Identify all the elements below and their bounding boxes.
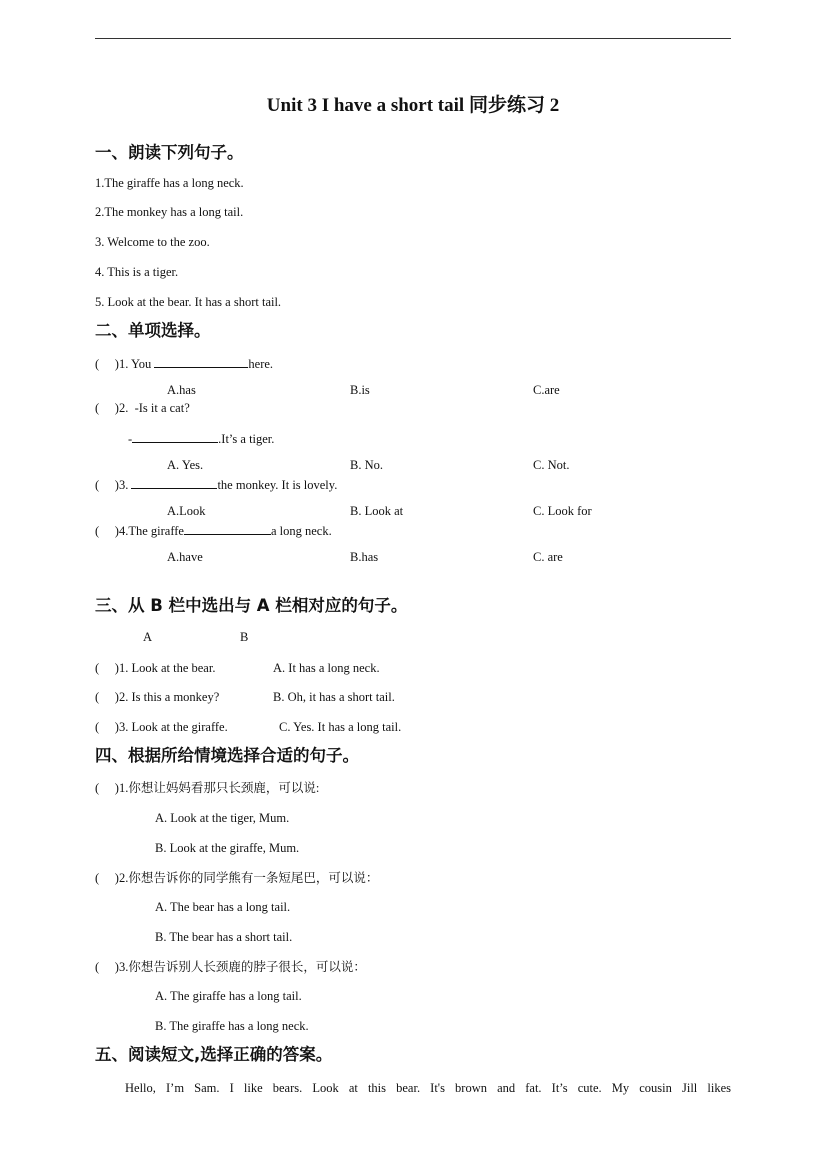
sentence-1: 1.The giraffe has a long neck.	[95, 176, 244, 190]
answer-paren[interactable]: ( )	[95, 524, 119, 538]
option-c: C. Not.	[533, 458, 570, 472]
column-b-text: A. It has a long neck.	[273, 661, 380, 675]
column-a-text: 3. Look at the giraffe.	[118, 720, 228, 734]
option-a: A. Yes.	[167, 458, 204, 472]
page-title: Unit 3 I have a short tail 同步练习 2	[266, 95, 560, 116]
option-a: A. The bear has a long tail.	[155, 900, 291, 914]
situation-question-1	[95, 780, 319, 796]
sentence-2: 2.The monkey has a long tail.	[95, 205, 244, 219]
section-3-heading: 三、从 B 栏中选出与 A 栏相对应的句子。	[95, 596, 408, 615]
answer-paren[interactable]: ( )	[95, 401, 119, 415]
option-b: B. The bear has a short tail.	[155, 930, 293, 944]
column-b-label: B	[240, 630, 249, 644]
answer-paren[interactable]: ( )	[95, 357, 119, 371]
option-b: B. No.	[350, 458, 383, 472]
question-1	[95, 355, 273, 372]
column-a-text: 1. Look at the bear.	[118, 661, 216, 675]
option-b: B.is	[350, 383, 370, 397]
answer-blank[interactable]	[184, 522, 271, 535]
question-text: 2. -Is it a cat?	[118, 401, 190, 415]
option-b: B. The giraffe has a long neck.	[155, 1019, 309, 1033]
question-3	[95, 476, 337, 493]
option-c: C. Look for	[533, 504, 592, 518]
answer-blank[interactable]	[154, 355, 248, 368]
question-text: 2.你想告诉你的同学熊有一条短尾巴，可以说：	[118, 871, 379, 885]
option-a: A.Look	[167, 504, 206, 518]
option-a: A. The giraffe has a long tail.	[155, 989, 302, 1003]
question-4	[95, 522, 332, 539]
sentence-4: 4. This is a tiger.	[95, 265, 179, 279]
question-text: -	[128, 432, 133, 446]
match-row	[95, 719, 228, 735]
question-text: here.	[248, 357, 274, 371]
answer-blank[interactable]	[132, 430, 218, 443]
section-5-heading: 五、阅读短文,选择正确的答案。	[95, 1045, 333, 1064]
option-a: A.have	[167, 550, 203, 564]
answer-paren[interactable]: ( )	[95, 960, 119, 974]
question-2	[95, 400, 190, 416]
reading-passage: Hello, I’m Sam. I like bears. Look at this bear. It's brown and fat. It’s cute. My cousin Jill likes	[125, 1081, 731, 1095]
question-text: a long neck.	[270, 524, 332, 538]
option-c: C.are	[533, 383, 560, 397]
option-b: B. Look at	[350, 504, 404, 518]
question-text: 1. You	[118, 357, 155, 371]
sentence-3: 3. Welcome to the zoo.	[95, 235, 210, 249]
question-text: 4.The giraffe	[118, 524, 184, 538]
option-a: A.has	[167, 383, 196, 397]
question-text: .It’s a tiger.	[218, 432, 275, 446]
option-b: B.has	[350, 550, 379, 564]
situation-question-3	[95, 959, 366, 975]
match-row	[95, 689, 219, 705]
column-b-text: B. Oh, it has a short tail.	[273, 690, 395, 704]
question-text: 3.	[118, 478, 132, 492]
answer-blank[interactable]	[131, 476, 217, 489]
answer-paren[interactable]: ( )	[95, 781, 119, 795]
header-rule	[95, 38, 731, 39]
column-a-label: A	[143, 630, 153, 644]
question-text: 1.你想让妈妈看那只长颈鹿，可以说:	[118, 781, 320, 795]
answer-paren[interactable]: ( )	[95, 720, 119, 734]
option-a: A. Look at the tiger, Mum.	[155, 811, 290, 825]
section-1-heading: 一、朗读下列句子。	[95, 143, 244, 162]
section-2-heading: 二、单项选择。	[95, 321, 211, 340]
option-b: B. Look at the giraffe, Mum.	[155, 841, 300, 855]
sentence-5: 5. Look at the bear. It has a short tail.	[95, 295, 282, 309]
answer-paren[interactable]: ( )	[95, 661, 119, 675]
answer-paren[interactable]: ( )	[95, 871, 119, 885]
column-a-text: 2. Is this a monkey?	[118, 690, 220, 704]
question-2-response	[128, 430, 274, 447]
situation-question-2	[95, 870, 378, 886]
question-text: 3.你想告诉别人长颈鹿的脖子很长，可以说：	[118, 960, 366, 974]
question-text: the monkey. It is lovely.	[217, 478, 338, 492]
column-b-text: C. Yes. It has a long tail.	[279, 720, 402, 734]
section-4-heading: 四、根据所给情境选择合适的句子。	[95, 746, 359, 765]
match-row	[95, 660, 215, 676]
option-c: C. are	[533, 550, 563, 564]
answer-paren[interactable]: ( )	[95, 478, 119, 492]
answer-paren[interactable]: ( )	[95, 690, 119, 704]
